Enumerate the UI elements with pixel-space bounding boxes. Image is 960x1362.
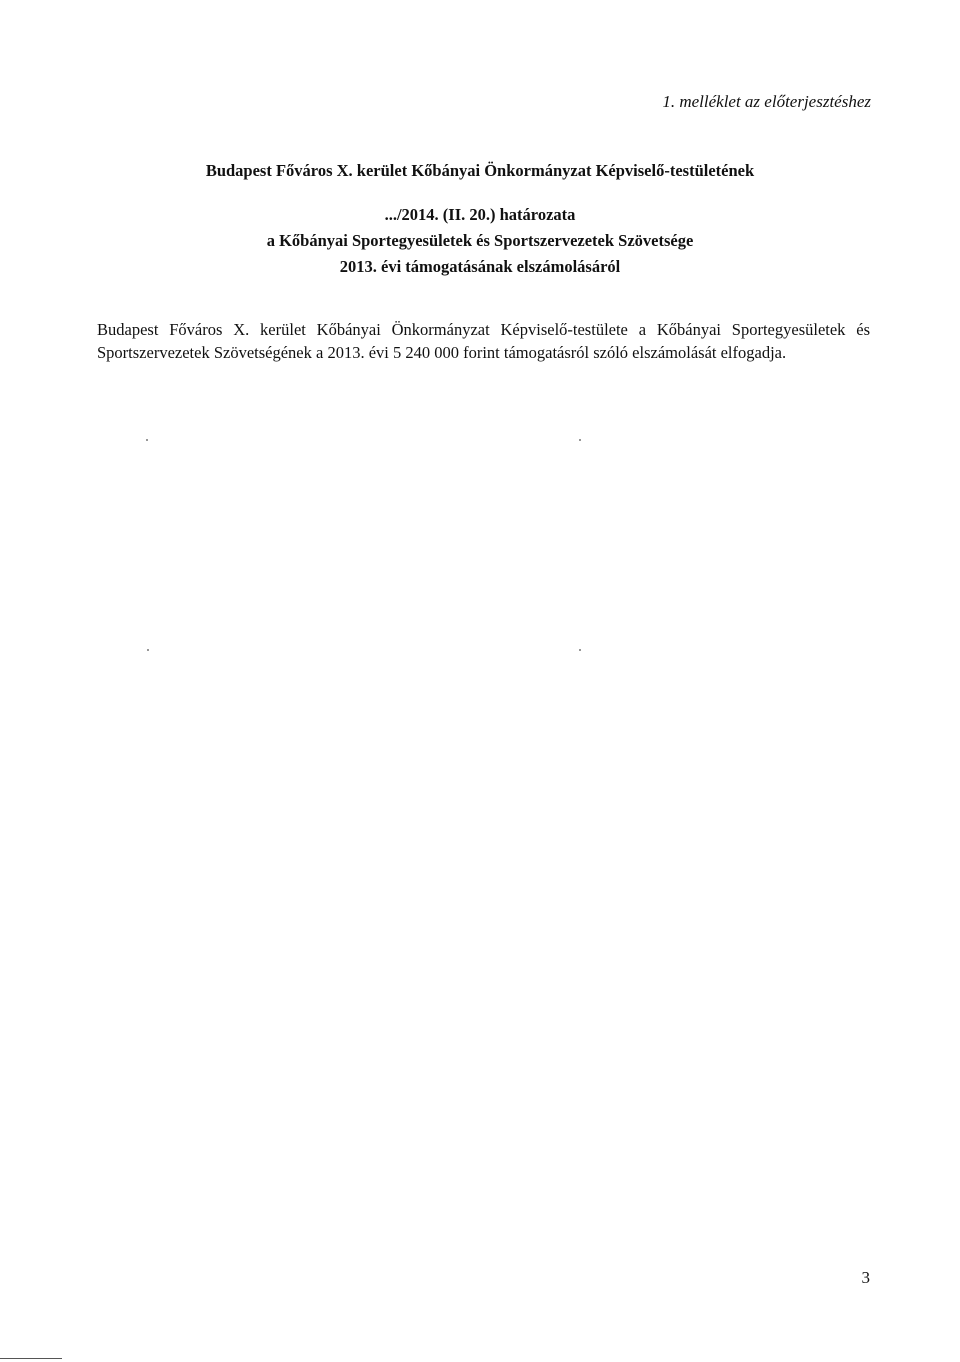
page-number: 3 <box>861 1268 870 1287</box>
scan-edge-line <box>0 1358 62 1359</box>
scan-speck <box>147 649 149 651</box>
annex-label: 1. melléklet az előterjesztéshez <box>662 92 871 111</box>
scan-speck <box>579 649 581 651</box>
scan-speck <box>146 439 148 441</box>
resolution-paragraph: Budapest Főváros X. kerület Kőbányai Önkormányzat Képviselő-testülete a Kőbányai Sportegyesületek és Sportszervezetek Szövetségének a 2013. évi 5 240 000 forint támogatásról szóló elszámolását elfogadja. <box>97 320 870 362</box>
heading-resolution-number: .../2014. (II. 20.) határozata <box>384 205 576 224</box>
scan-speck <box>579 439 581 441</box>
heading-issuer: Budapest Főváros X. kerület Kőbányai Önkormányzat Képviselő-testületének <box>205 161 755 180</box>
heading-subject-year: 2013. évi támogatásának elszámolásáról <box>339 257 621 276</box>
heading-subject: a Kőbányai Sportegyesületek és Sportszervezetek Szövetsége <box>266 231 694 250</box>
resolution-body <box>97 319 870 364</box>
